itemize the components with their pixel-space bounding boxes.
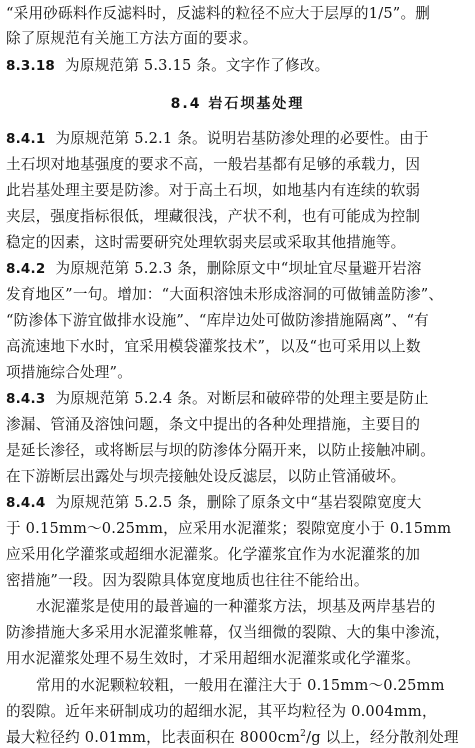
text-line	[6, 363, 132, 383]
text-line	[6, 623, 450, 643]
clause-number: 8.4.4	[6, 495, 46, 511]
line-text: 为原规范第 5.2.5 条，删除了原条文中“基岩裂隙宽度大	[55, 494, 422, 511]
clause-number: 8.4.3	[6, 391, 46, 407]
clause-first-line	[6, 129, 429, 149]
clause-number: 8.3.18	[6, 58, 56, 74]
line-text: 渗漏、管涌及溶蚀问题，条文中提出的各种处理措施，主要目的	[6, 416, 421, 433]
text-line	[6, 155, 420, 175]
text-line	[6, 337, 421, 357]
line-text: 夹层，强度指标很低，埋藏很浅，产状不利，也有可能成为控制	[6, 208, 421, 225]
text-line	[6, 728, 459, 748]
text-line	[6, 415, 420, 435]
line-text: 于 0.15mm～0.25mm，应采用水泥灌浆；裂隙宽度小于 0.15mm	[6, 520, 452, 537]
text-line	[6, 233, 405, 253]
line-text: 应采用化学灌浆或超细水泥灌浆。化学灌浆宜作为水泥灌浆的加	[6, 546, 421, 563]
line-text: 此岩基处理主要是防渗。对于高土石坝，如地基内有连续的软弱	[6, 182, 421, 199]
line-text: 防渗措施大多采用水泥灌浆帷幕，仅当细微的裂隙、大的集中渗流，	[6, 624, 450, 641]
line-text: 水泥灌浆是使用的最普遍的一种灌浆方法，坝基及两岸基岩的	[36, 598, 436, 615]
clause-number: 8.4.1	[6, 131, 46, 147]
line-text-tail: /g 以上，经分散剂处理	[306, 729, 459, 746]
line-text: “防渗体下游宜做排水设施”、“库岸边处可做防渗措施隔离”、“有	[6, 312, 429, 329]
text-line	[6, 181, 420, 201]
text-line	[36, 676, 445, 696]
line-text: 除了原规范有关施工方法方面的要求。	[6, 30, 258, 47]
line-text: 土石坝对地基强度的要求不高，一般岩基都有足够的承载力，因	[6, 156, 421, 173]
line-text: 项措施综合处理”。	[6, 364, 133, 381]
text-line	[6, 702, 437, 722]
text-line	[6, 545, 420, 565]
line-text: 最大粒径约 0.01mm，比表面积在 8000cm	[6, 729, 301, 746]
line-text: 为原规范第 5.2.1 条。说明岩基防渗处理的必要性。由于	[55, 130, 429, 147]
text-line	[6, 29, 258, 49]
line-text: 为原规范第 5.2.3 条，删除原文中“坝址宜尽量避开岩溶	[55, 260, 422, 277]
line-text: 用水泥灌浆处理不易生效时，才采用超细水泥灌浆或化学灌浆。	[6, 650, 421, 667]
line-text: 发育地区”一句。增加：“大面积溶蚀未形成溶洞的可做铺盖防渗”、	[6, 286, 444, 303]
text-line	[6, 207, 420, 227]
text-line	[6, 571, 369, 591]
text-line	[6, 649, 420, 669]
text-line	[6, 311, 429, 331]
text-line	[6, 285, 443, 305]
line-text: 的裂隙。近年来研制成功的超细水泥，其平均粒径为 0.004mm，	[6, 703, 437, 720]
line-text: 密措施”一段。因为裂隙具体宽度地质也往往不能给出。	[6, 572, 369, 589]
line-text: 高流速地下水时，宜采用模袋灌浆技术”，以及“也可采用以上数	[6, 338, 421, 355]
text-line	[36, 597, 435, 617]
clause-first-line	[6, 389, 429, 409]
line-text: 是延长渗径，或将断层与坝的防渗体分隔开来，以防止接触冲刷。	[6, 442, 436, 459]
line-text: “采用砂砾料作反滤料时，反滤料的粒径不应大于层厚的1/5”。删	[6, 5, 431, 22]
text-line	[6, 441, 435, 461]
clause-first-line	[6, 493, 422, 513]
line-text: 常用的水泥颗粒较粗，一般用在灌注大于 0.15mm～0.25mm	[36, 677, 445, 694]
text-line	[6, 4, 430, 24]
line-text: 在下游断层出露处与坝壳接触处设反滤层，以防止管涌破坏。	[6, 468, 406, 485]
clause-number: 8.4.2	[6, 261, 46, 277]
superscript: 2	[300, 729, 307, 740]
clause-first-line	[6, 259, 422, 279]
clause-first-line	[6, 56, 329, 76]
line-text: 为原规范第 5.2.4 条。对断层和破碎带的处理主要是防止	[55, 390, 429, 407]
text-line	[6, 519, 451, 539]
section-heading: 8.4 岩石坝基处理	[170, 96, 305, 112]
line-text: 稳定的因素，这时需要研究处理软弱夹层或采取其他措施等。	[6, 234, 406, 251]
line-text: 为原规范第 5.3.15 条。文字作了修改。	[65, 57, 330, 74]
text-line	[6, 467, 405, 487]
